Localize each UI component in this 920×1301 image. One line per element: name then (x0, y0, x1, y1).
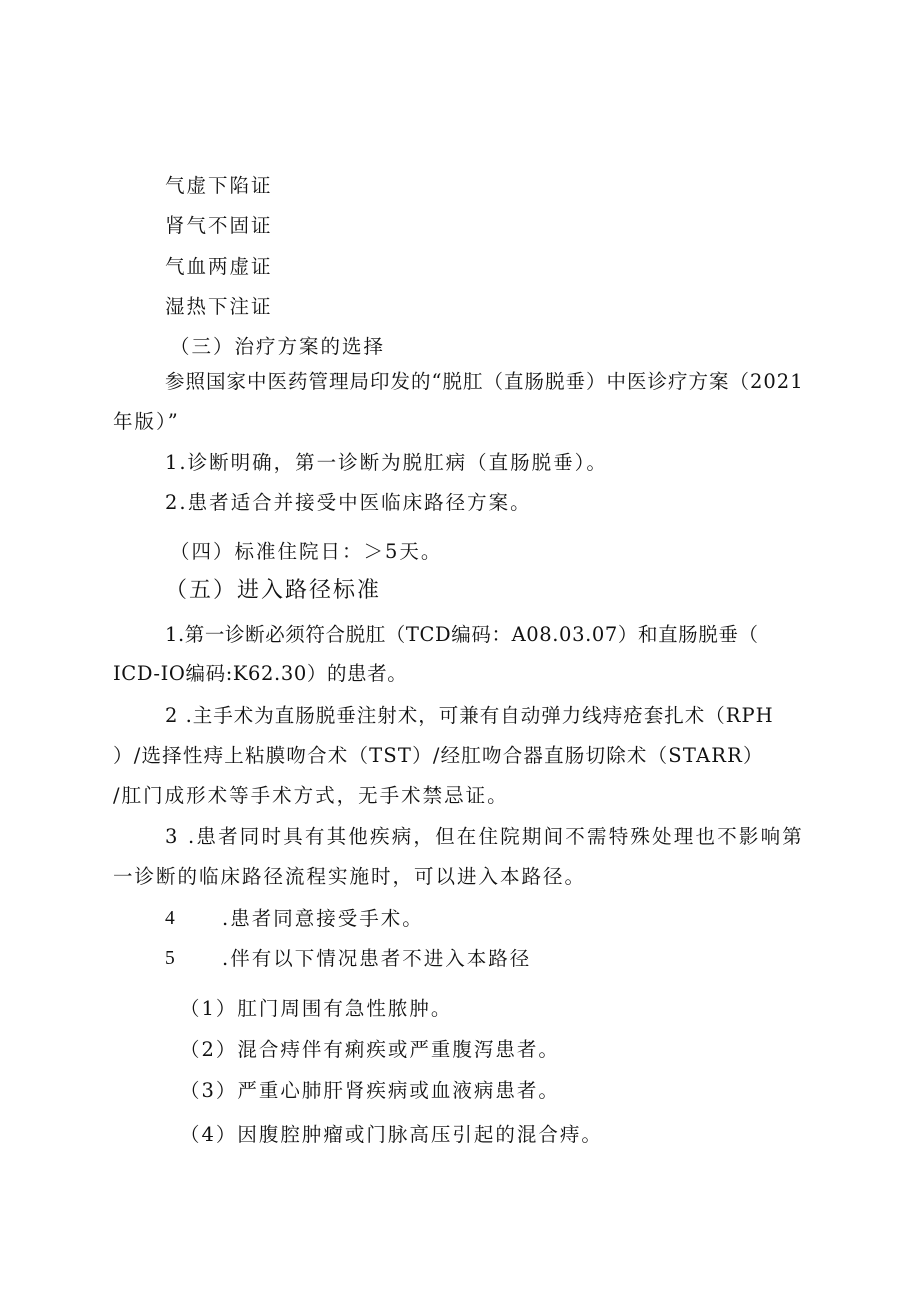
syndrome-2: 肾气不固证 (165, 214, 273, 237)
section-3-reference-line-2: 年版）” (113, 410, 180, 433)
criterion-1-line-1: 1.第一诊断必须符合脱肛（TCD编码：A08.03.07）和直肠脱垂（ (165, 623, 759, 646)
syndrome-4: 湿热下注证 (165, 295, 273, 318)
exclusion-1: （1）肛门周围有急性脓肿。 (180, 997, 453, 1020)
section-3-item-2: 2.患者适合并接受中医临床路径方案。 (165, 491, 532, 514)
criterion-5-number: 5 (165, 948, 175, 969)
section-5-heading: （五）进入路径标准 (165, 578, 382, 603)
criterion-2-line-1: 2 .主手术为直肠脱垂注射术，可兼有自动弹力线痔疮套扎术（RPH (165, 704, 774, 727)
section-3-item-1: 1.诊断明确，第一诊断为脱肛病（直肠脱垂）。 (165, 451, 608, 474)
criterion-3-line-1: 3 .患者同时具有其他疾病，但在住院期间不需特殊处理也不影响第 (165, 825, 805, 848)
section-4-heading: （四）标准住院日：＞5天。 (170, 540, 443, 563)
criterion-2-line-3: /肛门成形术等手术方式，无手术禁忌证。 (113, 784, 509, 807)
syndrome-1: 气虚下陷证 (165, 174, 273, 197)
exclusion-4: （4）因腹腔肿瘤或门脉高压引起的混合痔。 (180, 1123, 603, 1146)
exclusion-2: （2）混合痔伴有痢疾或严重腹泻患者。 (180, 1038, 560, 1061)
syndrome-3: 气血两虚证 (165, 255, 273, 278)
criterion-1-line-2: ICD-IO编码:K62.30）的患者。 (113, 662, 408, 685)
section-3-reference-line-1: 参照国家中医药管理局印发的“脱肛（直肠脱垂）中医诊疗方案（2021 (165, 370, 804, 393)
criterion-4-text: .患者同意接受手术。 (222, 907, 424, 930)
criterion-5-text: .伴有以下情况患者不进入本路径 (222, 947, 532, 970)
criterion-2-line-2: ）/选择性痔上粘膜吻合术（TST）/经肛吻合器直肠切除术（STARR） (113, 744, 764, 767)
criterion-3-line-2: 一诊断的临床路径流程实施时，可以进入本路径。 (113, 865, 587, 888)
exclusion-3: （3）严重心肺肝肾疾病或血液病患者。 (180, 1079, 560, 1102)
section-3-heading: （三）治疗方案的选择 (170, 335, 386, 358)
criterion-4-number: 4 (165, 908, 175, 929)
